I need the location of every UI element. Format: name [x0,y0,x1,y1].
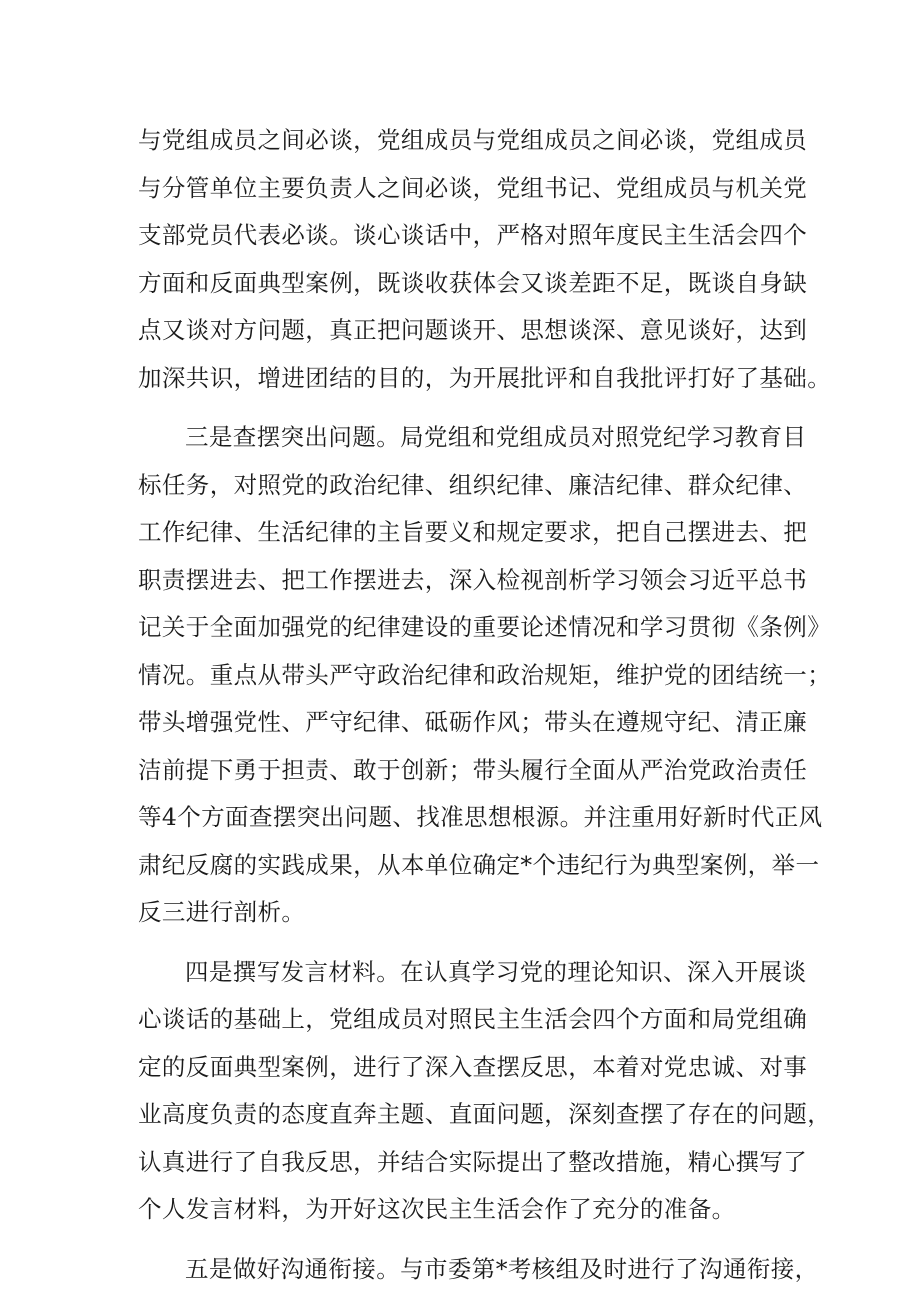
text-line: 三是查摆突出问题。局党组和党组成员对照党纪学习教育目 [185,423,807,451]
text-line: 五是做好沟通衔接。与市委第*考核组及时进行了沟通衔接， [185,1254,819,1283]
text-line: 个人发言材料，为开好这次民主生活会作了充分的准备。 [138,1195,736,1223]
paragraph-talks-continuation [138,117,832,402]
text-line: 标任务，对照党的政治纪律、组织纪律、廉洁纪律、群众纪律、 [138,470,808,499]
paragraph-write-speech [138,949,832,1234]
paragraph-communication [138,1246,819,1294]
text-line: 四是撰写发言材料。在认真学习党的理论知识、深入开展谈 [185,957,807,986]
text-line: 工作纪律、生活纪律的主旨要义和规定要求，把自己摆进去、把 [138,518,808,546]
paragraph-check-problems [138,414,832,937]
text-line: 认真进行了自我反思，并结合实际提出了整改措施，精心撰写了 [138,1147,808,1176]
text-line: 业高度负责的态度直奔主题、直面问题，深刻查摆了存在的问题， [138,1100,832,1128]
text-line: 洁前提下勇于担责、敢于创新；带头履行全面从严治党政治责任 [138,755,808,784]
paragraph-gap [138,402,788,414]
text-line: 职责摆进去、把工作摆进去，深入检视剖析学习领会习近平总书 [138,565,808,594]
text-line: 支部党员代表必谈。谈心谈话中，严格对照年度民主生活会四个 [138,221,808,249]
text-line: 与党组成员之间必谈，党组成员与党组成员之间必谈，党组成员 [138,126,808,154]
text-line: 等4个方面查摆突出问题、找准思想根源。并注重用好新时代正风 [138,803,823,831]
text-line: 情况。重点从带头严守政治纪律和政治规矩，维护党的团结统一； [138,660,832,689]
paragraph-gap [138,937,788,949]
text-line: 肃纪反腐的实践成果，从本单位确定*个违纪行为典型案例，举一 [138,850,820,879]
text-line: 心谈话的基础上，党组成员对照民主生活会四个方面和局党组确 [138,1005,808,1033]
document-body [138,117,832,1293]
text-line: 加深共识，增进团结的目的，为开展批评和自我批评打好了基础。 [138,363,832,392]
text-line: 带头增强党性、严守纪律、砥砺作风；带头在遵规守纪、清正廉 [138,708,808,736]
text-line: 定的反面典型案例，进行了深入查摆反思，本着对党忠诚、对事 [138,1052,808,1081]
text-line: 方面和反面典型案例，既谈收获体会又谈差距不足，既谈自身缺 [138,268,808,297]
text-line: 记关于全面加强党的纪律建设的重要论述情况和学习贯彻《条例》 [138,613,832,641]
paragraph-gap [138,1234,788,1246]
text-line: 与分管单位主要负责人之间必谈，党组书记、党组成员与机关党 [138,173,808,202]
text-line: 反三进行剖析。 [138,898,306,926]
text-line: 点又谈对方问题，真正把问题谈开、思想谈深、意见谈好，达到 [138,316,808,344]
